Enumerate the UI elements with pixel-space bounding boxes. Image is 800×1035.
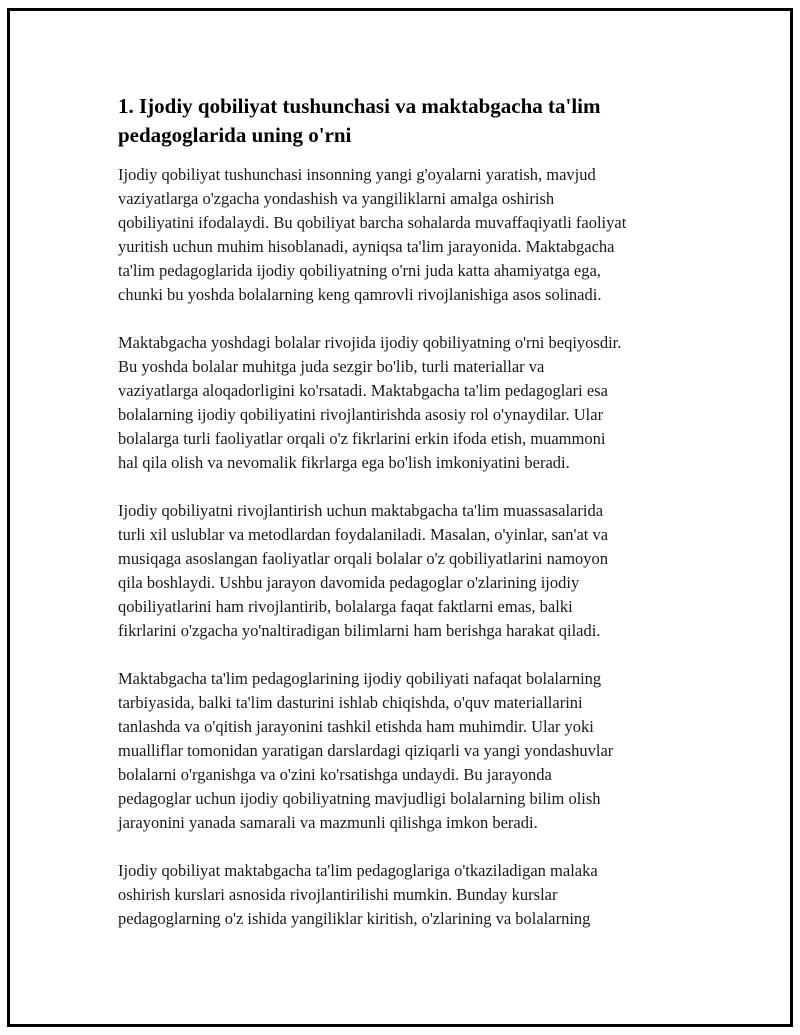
paragraph-4 xyxy=(118,667,684,835)
text-line: turli xil uslublar va metodlardan foydalaniladi. Masalan, o'yinlar, san'at va xyxy=(118,525,609,544)
text-line: pedagoglarning o'z ishida yangiliklar kiritish, o'zlarining va bolalarning xyxy=(118,909,591,928)
text-line: bolalarning ijodiy qobiliyatini rivojlantirishda asosiy rol o'ynaydilar. Ular xyxy=(118,405,604,424)
document-body xyxy=(118,92,684,955)
text-line: pedagoglar uchun ijodiy qobiliyatning mavjudligi bolalarning bilim olish xyxy=(118,789,601,808)
text-line: ta'lim pedagoglarida ijodiy qobiliyatning o'rni juda katta ahamiyatga ega, xyxy=(118,261,601,280)
text-line: yuritish uchun muhim hisoblanadi, ayniqsa ta'lim jarayonida. Maktabgacha xyxy=(118,237,615,256)
paragraph-1 xyxy=(118,163,684,307)
heading-line: pedagoglarida uning o'rni xyxy=(118,123,352,147)
text-line: bolalarni o'rganishga va o'zini ko'rsatishga undaydi. Bu jarayonda xyxy=(118,765,552,784)
text-line: Maktabgacha yoshdagi bolalar rivojida ijodiy qobiliyatning o'rni beqiyosdir. xyxy=(118,333,622,352)
text-line: vaziyatlarga aloqadorligini ko'rsatadi. Maktabgacha ta'lim pedagoglari esa xyxy=(118,381,608,400)
text-line: jarayonini yanada samarali va mazmunli qilishga imkon beradi. xyxy=(118,813,538,832)
text-line: bolalarga turli faoliyatlar orqali o'z fikrlarini erkin ifoda etish, muammoni xyxy=(118,429,606,448)
text-line: oshirish kurslari asnosida rivojlantirilishi mumkin. Bunday kurslar xyxy=(118,885,558,904)
text-line: hal qila olish va nevomalik fikrlarga ega bo'lish imkoniyatini beradi. xyxy=(118,453,570,472)
text-line: vaziyatlarga o'zgacha yondashish va yangiliklarni amalga oshirish xyxy=(118,189,555,208)
text-line: Ijodiy qobiliyat tushunchasi insonning yangi g'oyalarni yaratish, mavjud xyxy=(118,165,596,184)
text-line: musiqaga asoslangan faoliyatlar orqali bolalar o'z qobiliyatlarini namoyon xyxy=(118,549,609,568)
text-line: Bu yoshda bolalar muhitga juda sezgir bo'lib, turli materiallar va xyxy=(118,357,545,376)
text-line: mualliflar tomonidan yaratigan darslardagi qiziqarli va yangi yondashuvlar xyxy=(118,741,614,760)
paragraph-2 xyxy=(118,331,684,475)
text-line: Maktabgacha ta'lim pedagoglarining ijodiy qobiliyati nafaqat bolalarning xyxy=(118,669,602,688)
paragraph-3 xyxy=(118,499,684,643)
section-heading xyxy=(118,92,684,150)
paragraph-5 xyxy=(118,859,684,931)
text-line: qobiliyatlarini ham rivojlantirib, bolalarga faqat faktlarni emas, balki xyxy=(118,597,573,616)
heading-line: 1. Ijodiy qobiliyat tushunchasi va maktabgacha ta'lim xyxy=(118,94,601,118)
text-line: chunki bu yoshda bolalarning keng qamrovli rivojlanishiga asos solinadi. xyxy=(118,285,602,304)
text-line: Ijodiy qobiliyatni rivojlantirish uchun maktabgacha ta'lim muassasalarida xyxy=(118,501,604,520)
text-line: Ijodiy qobiliyat maktabgacha ta'lim pedagoglariga o'tkaziladigan malaka xyxy=(118,861,598,880)
text-line: qobiliyatini ifodalaydi. Bu qobiliyat barcha sohalarda muvaffaqiyatli faoliyat xyxy=(118,213,627,232)
text-line: fikrlarini o'zgacha yo'naltiradigan bilimlarni ham berishga harakat qiladi. xyxy=(118,621,601,640)
text-line: tarbiyasida, balki ta'lim dasturini ishlab chiqishda, o'quv materiallarini xyxy=(118,693,583,712)
text-line: qila boshlaydi. Ushbu jarayon davomida pedagoglar o'zlarining ijodiy xyxy=(118,573,580,592)
text-line: tanlashda va o'qitish jarayonini tashkil etishda ham muhimdir. Ular yoki xyxy=(118,717,594,736)
